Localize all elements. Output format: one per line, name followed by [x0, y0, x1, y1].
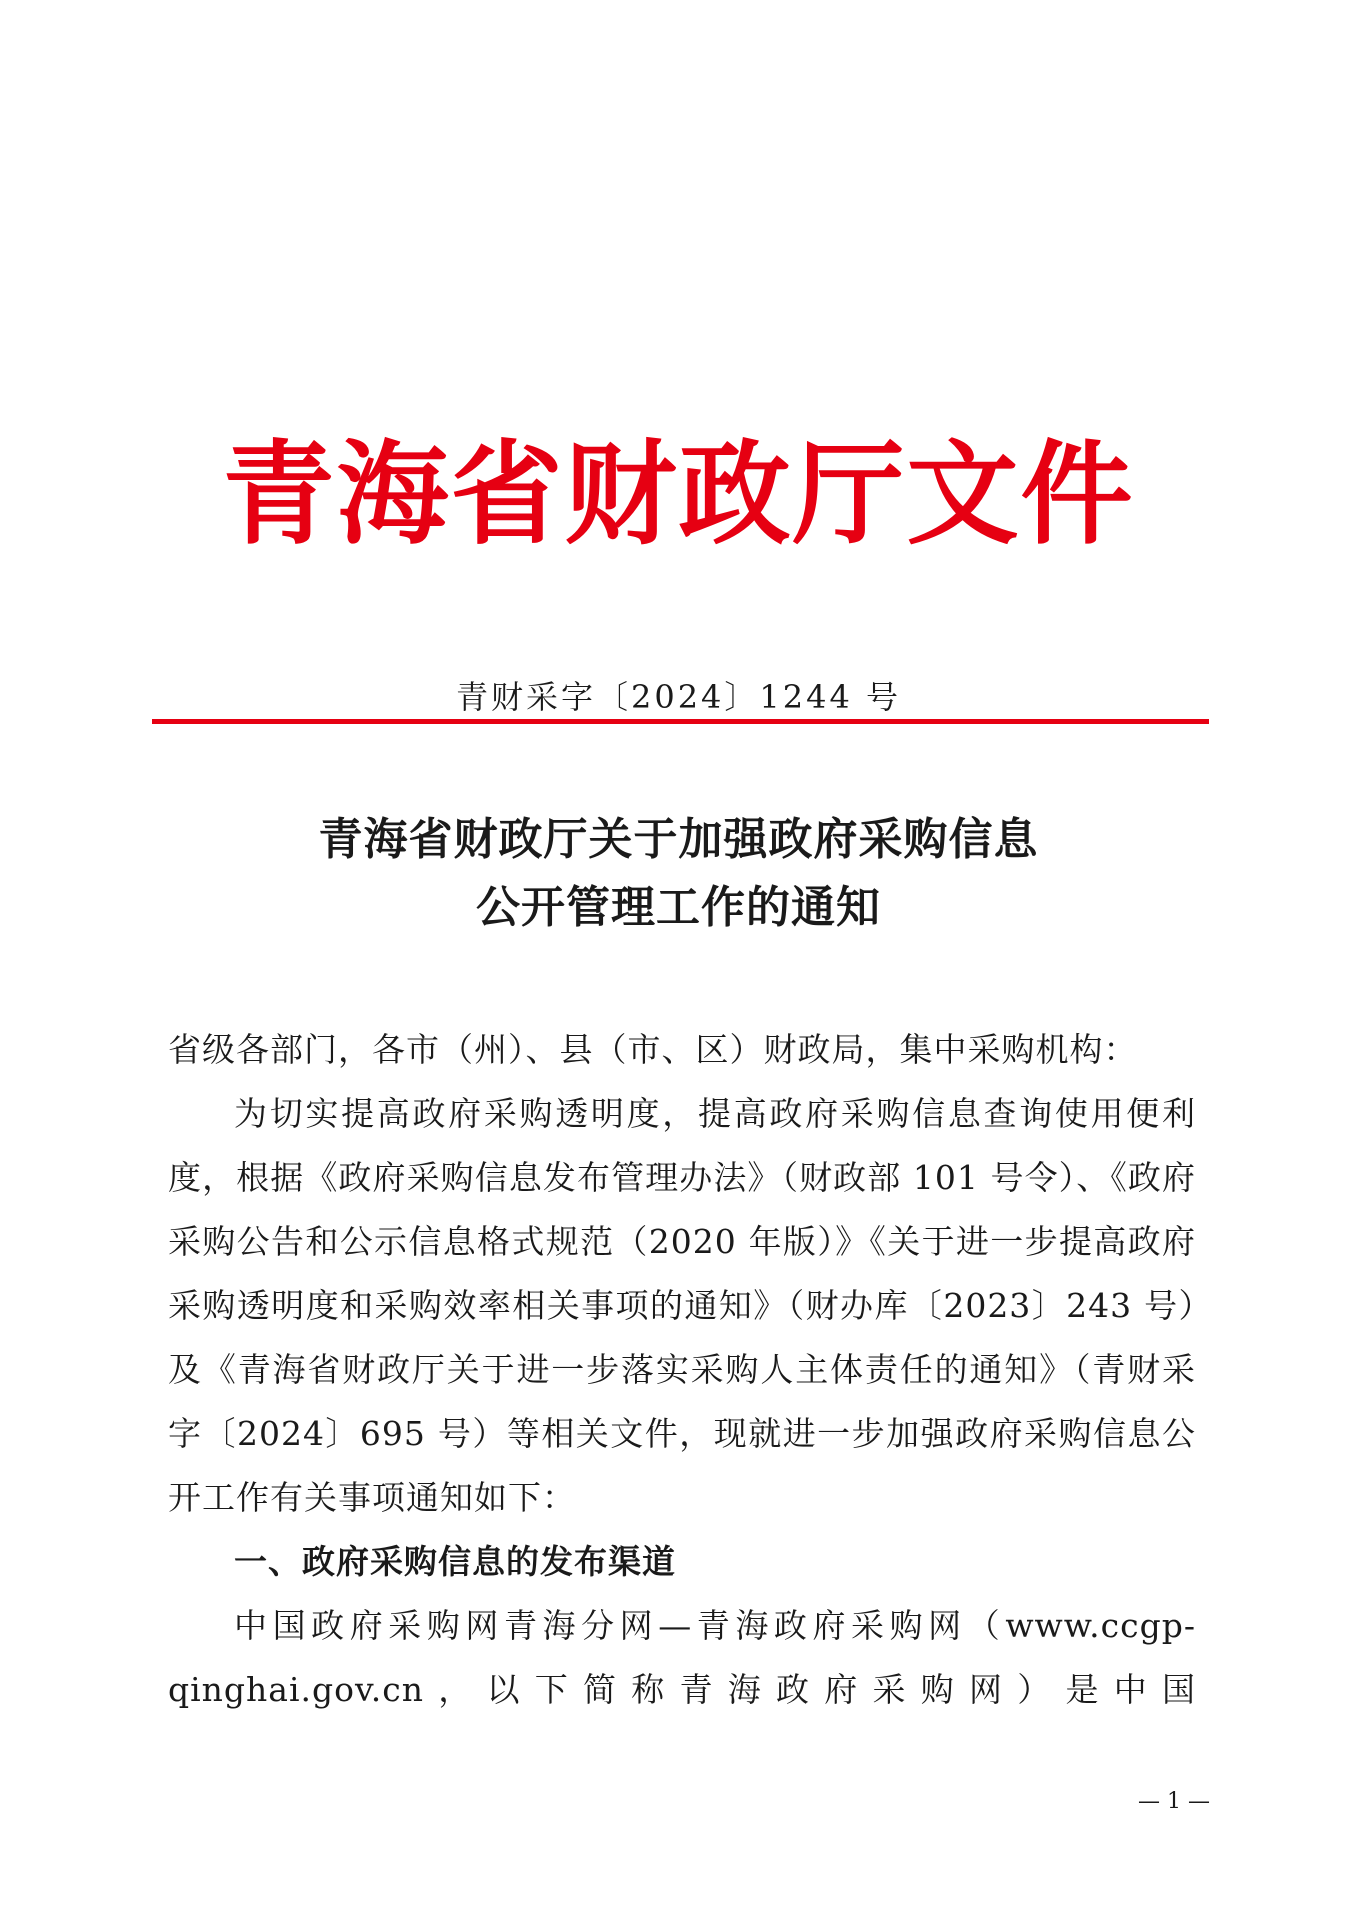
body-paragraph-1: 为切实提高政府采购透明度，提高政府采购信息查询使用便利度，根据《政府采购信息发布管理办法》（财政部 101 号令）、《政府采购公告和公示信息格式规范（2020 年版）》《关于进一步提高政府采购透明度和采购效率相关事项的通知》（财办库〔2023〕243 号）及《青海省财政厅关于进一步落实采购人主体责任的通知》（青财采字〔2024〕695 号）等相关文件，现就进一步加强政府采购信息公开工作有关事项通知如下：: [168, 1094, 1196, 1517]
title-line-1: 青海省财政厅关于加强政府采购信息: [318, 814, 1039, 865]
document-title: [0, 806, 1357, 942]
document-body: [168, 1018, 1196, 1722]
section-heading-1: 一、政府采购信息的发布渠道: [234, 1542, 676, 1581]
document-number: 青财采字〔2024〕1244 号: [455, 678, 902, 716]
red-divider-line: [152, 719, 1209, 724]
salutation: 省级各部门，各市（州）、县（市、区）财政局，集中采购机构：: [168, 1030, 1138, 1069]
masthead-title: 青海省财政厅文件: [222, 429, 1135, 560]
page-number: — 1 —: [1138, 1789, 1210, 1814]
title-line-2: 公开管理工作的通知: [476, 882, 881, 933]
body-paragraph-2: 中国政府采购网青海分网—青海政府采购网（www.ccgp-qinghai.gov.cn，以下简称青海政府采购网）是中国: [168, 1606, 1196, 1709]
